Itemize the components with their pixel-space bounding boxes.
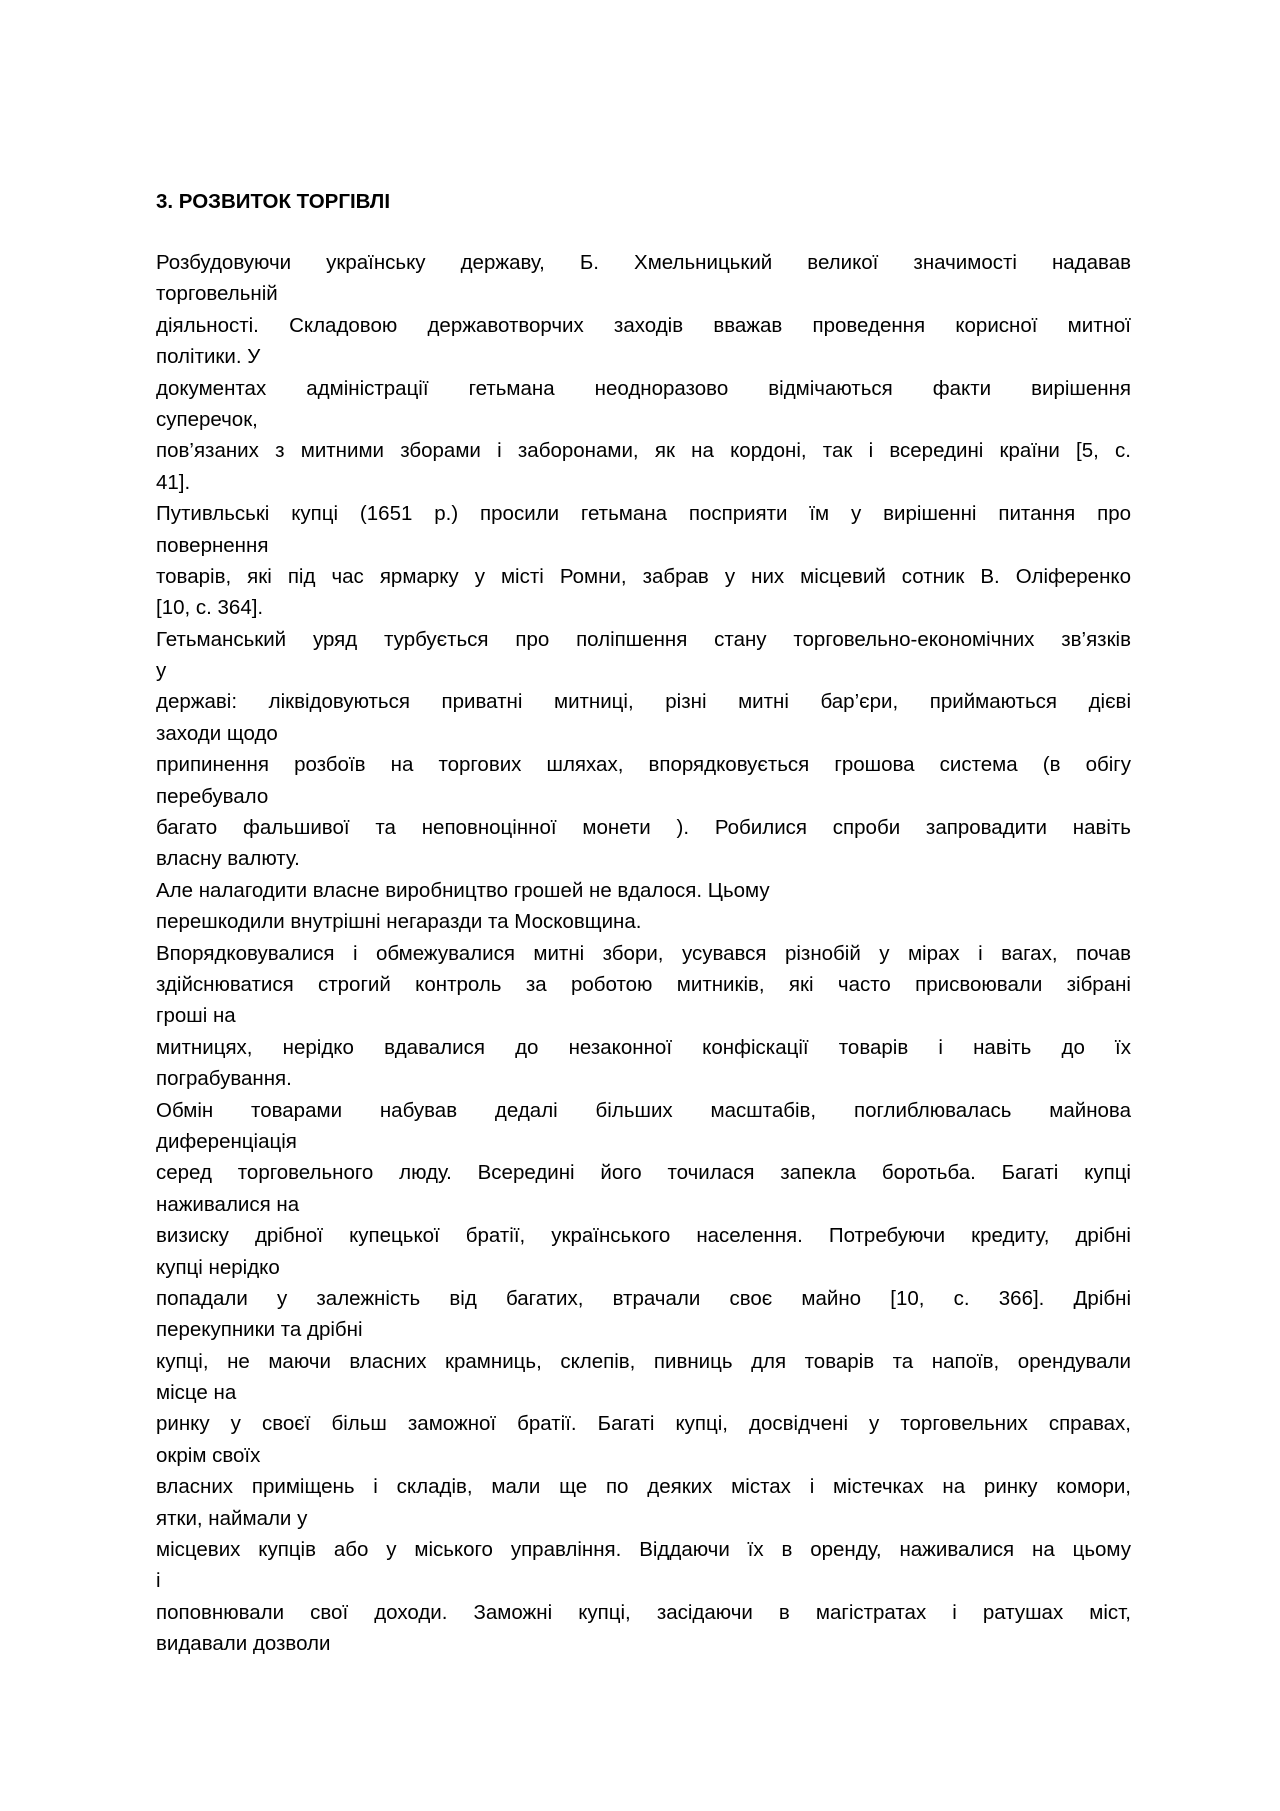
- text-line: купці нерідко: [156, 1255, 280, 1279]
- section-heading: 3. РОЗВИТОК ТОРГІВЛІ: [156, 190, 391, 213]
- text-line: 41].: [156, 470, 191, 494]
- text-line: здійснюватися строгий контроль за роботою митників, які часто присвоювали зібрані: [156, 972, 1131, 996]
- text-line: у: [156, 659, 167, 683]
- text-line: видавали дозволи: [156, 1632, 331, 1656]
- text-line: [10, с. 364].: [156, 596, 264, 620]
- text-line: поповнювали свої доходи. Заможні купці, засідаючи в магістратах і ратушах міст,: [156, 1600, 1131, 1624]
- text-line: перекупники та дрібні: [156, 1318, 363, 1342]
- text-line: повернення: [156, 533, 269, 557]
- text-line: окрім своїх: [156, 1443, 261, 1467]
- text-line: і: [156, 1569, 161, 1593]
- text-line: визиску дрібної купецької братії, українського населення. Потребуючи кредиту, дрібні: [156, 1224, 1131, 1248]
- text-line: Путивльські купці (1651 р.) просили гетьмана посприяти їм у вирішенні питання про: [156, 502, 1131, 526]
- text-line: товарів, які під час ярмарку у місті Ромни, забрав у них місцевий сотник В. Оліференко: [156, 564, 1131, 588]
- text-line: купці, не маючи власних крамниць, склепів, пивниць для товарів та напоїв, орендували: [156, 1349, 1131, 1373]
- text-line: власну валюту.: [156, 847, 300, 871]
- text-line: діяльності. Складовою державотворчих заходів вважав проведення корисної митної: [156, 313, 1131, 337]
- text-line: наживалися на: [156, 1192, 300, 1216]
- body-text: [156, 247, 1131, 1660]
- text-line: ятки, наймали у: [156, 1506, 308, 1530]
- text-line: пограбування.: [156, 1067, 292, 1091]
- text-line: митницях, нерідко вдавалися до незаконної конфіскації товарів і навіть до їх: [156, 1035, 1131, 1059]
- text-line: торговельній: [156, 282, 278, 306]
- text-line: диференціація: [156, 1129, 297, 1153]
- text-line: Впорядковувалися і обмежувалися митні збори, усувався різнобій у мірах і вагах, почав: [156, 941, 1131, 965]
- text-line: ринку у своєї більш заможної братії. Багаті купці, досвідчені у торговельних справах,: [156, 1412, 1131, 1436]
- text-line: попадали у залежність від багатих, втрачали своє майно [10, с. 366]. Дрібні: [156, 1286, 1131, 1310]
- text-line: заходи щодо: [156, 721, 278, 745]
- text-line: місцевих купців або у міського управління. Віддаючи їх в оренду, наживалися на цьому: [156, 1538, 1131, 1562]
- text-line: багато фальшивої та неповноцінної монети ). Робилися спроби запровадити навіть: [156, 816, 1131, 840]
- text-line: пов’язаних з митними зборами і заборонами, як на кордоні, так і всередині країни [5, с.: [156, 439, 1131, 463]
- text-line: Але налагодити власне виробництво грошей не вдалося. Цьому: [156, 878, 770, 902]
- text-line: державі: ліквідовуються приватні митниці, різні митні бар’єри, приймаються дієві: [156, 690, 1131, 714]
- text-line: суперечок,: [156, 407, 258, 431]
- text-line: місце на: [156, 1381, 237, 1405]
- text-line: перебувало: [156, 784, 269, 808]
- text-line: серед торговельного люду. Всередині його точилася запекла боротьба. Багаті купці: [156, 1161, 1131, 1185]
- text-line: припинення розбоїв на торгових шляхах, впорядковується грошова система (в обігу: [156, 753, 1131, 777]
- text-line: власних приміщень і складів, мали ще по деяких містах і містечках на ринку комори,: [156, 1475, 1131, 1499]
- text-line: гроші на: [156, 1004, 236, 1028]
- text-line: політики. У: [156, 345, 261, 369]
- text-line: Гетьманський уряд турбується про поліпшення стану торговельно-економічних зв’язків: [156, 627, 1131, 651]
- text-line: документах адміністрації гетьмана неодноразово відмічаються факти вирішення: [156, 376, 1131, 400]
- text-line: перешкодили внутрішні негаразди та Московщина.: [156, 910, 642, 934]
- text-line: Обмін товарами набував дедалі більших масштабів, поглиблювалась майнова: [156, 1098, 1131, 1122]
- text-line: Розбудовуючи українську державу, Б. Хмельницький великої значимості надавав: [156, 251, 1131, 274]
